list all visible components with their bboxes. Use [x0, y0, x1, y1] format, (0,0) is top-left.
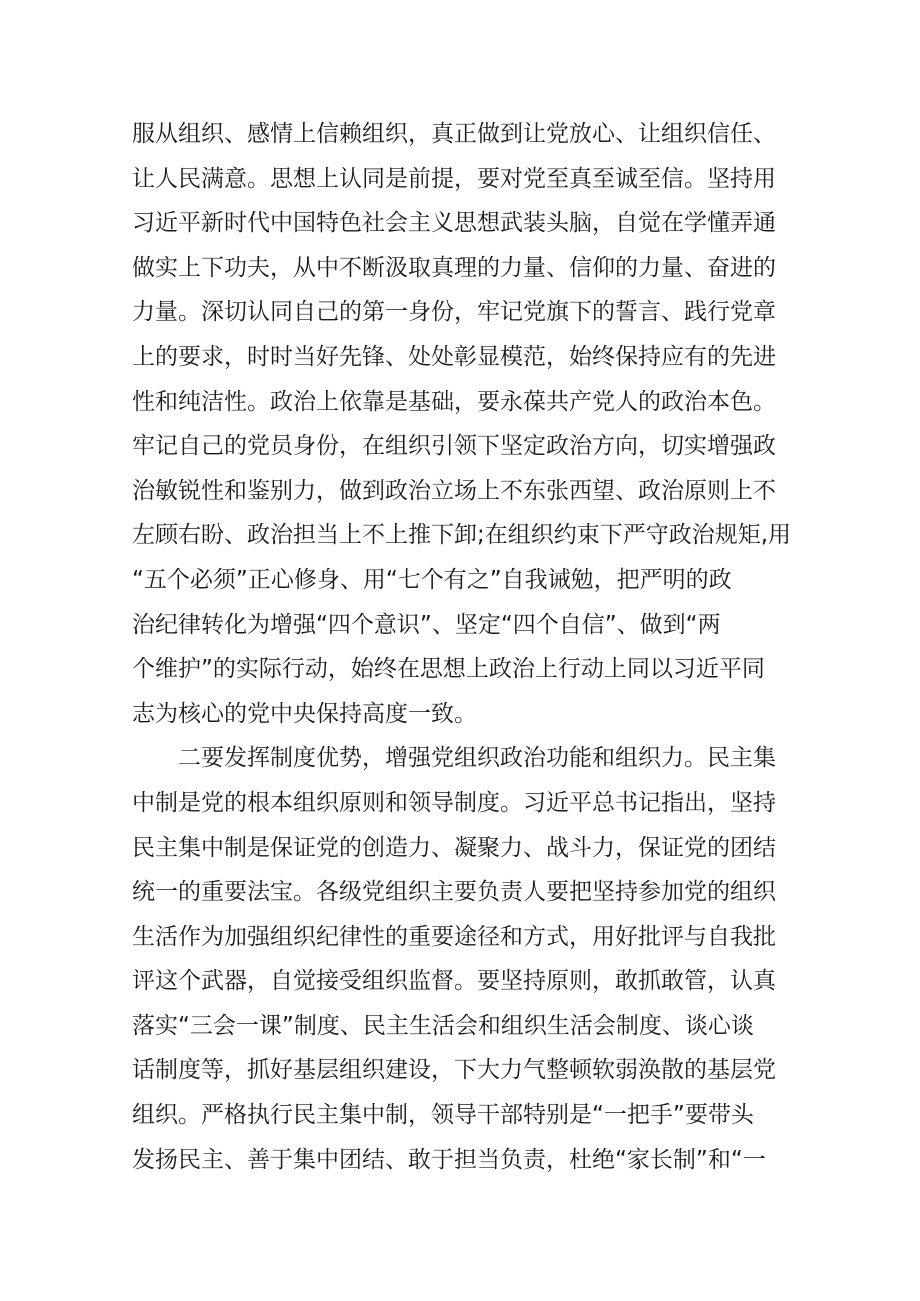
text-line: 习近平新时代中国特色社会主义思想武装头脑，自觉在学懂弄通 — [132, 210, 776, 237]
text-line: 让人民满意。思想上认同是前提，要对党至真至诚至信。坚持用 — [132, 165, 776, 192]
text-line: 服从组织、感情上信赖组织，真正做到让党放心、让组织信任、 — [132, 121, 776, 147]
text-line: 上的要求，时时当好先锋、处处彰显模范，始终保持应有的先进 — [132, 343, 776, 370]
text-line: 生活作为加强组织纪律性的重要途径和方式，用好批评与自我批 — [132, 923, 776, 950]
text-line: 左顾右盼、政治担当上不上推下卸;在组织约束下严守政治规矩,用 — [132, 522, 792, 549]
text-line: 治敏锐性和鉴别力，做到政治立场上不东张西望、政治原则上不 — [132, 477, 776, 504]
text-line: 中制是党的根本组织原则和领导制度。习近平总书记指出，坚持 — [132, 789, 776, 816]
text-line: 力量。深切认同自己的第一身份，牢记党旗下的誓言、践行党章 — [132, 299, 776, 326]
text-line: 做实上下功夫，从中不断汲取真理的力量、信仰的力量、奋进的 — [132, 254, 776, 281]
text-line: 落实“三会一课”制度、民主生活会和组织生活会制度、谈心谈 — [132, 1012, 754, 1039]
text-line: 发扬民主、善于集中团结、敢于担当负责，杜绝“家长制”和“一 — [132, 1146, 766, 1173]
text-line: 性和纯洁性。政治上依靠是基础，要永葆共产党人的政治本色。 — [132, 388, 776, 415]
text-line: 治纪律转化为增强“四个意识”、坚定“四个自信”、做到“两 — [132, 611, 721, 638]
text-line: 二要发挥制度优势，增强党组织政治功能和组织力。民主集 — [178, 745, 776, 772]
text-line: 民主集中制是保证党的创造力、凝聚力、战斗力，保证党的团结 — [132, 834, 776, 861]
text-line: 组织。严格执行民主集中制，领导干部特别是“一把手”要带头 — [132, 1102, 754, 1129]
text-line: 个维护”的实际行动，始终在思想上政治上行动上同以习近平同 — [132, 656, 765, 683]
text-line: “五个必须”正心修身、用“七个有之”自我诫勉，把严明的政 — [132, 566, 732, 593]
paragraph-second-point — [132, 736, 804, 1182]
document-body — [132, 112, 804, 1182]
text-line: 牢记自己的党员身份，在组织引领下坚定政治方向，切实增强政 — [132, 433, 776, 460]
text-line: 话制度等，抓好基层组织建设，下大力气整顿软弱涣散的基层党 — [132, 1057, 776, 1084]
text-line: 志为核心的党中央保持高度一致。 — [132, 700, 477, 727]
paragraph-continuation — [132, 112, 804, 736]
text-line: 评这个武器，自觉接受组织监督。要坚持原则，敢抓敢管，认真 — [132, 968, 776, 995]
text-line: 统一的重要法宝。各级党组织主要负责人要把坚持参加党的组织 — [132, 879, 776, 906]
